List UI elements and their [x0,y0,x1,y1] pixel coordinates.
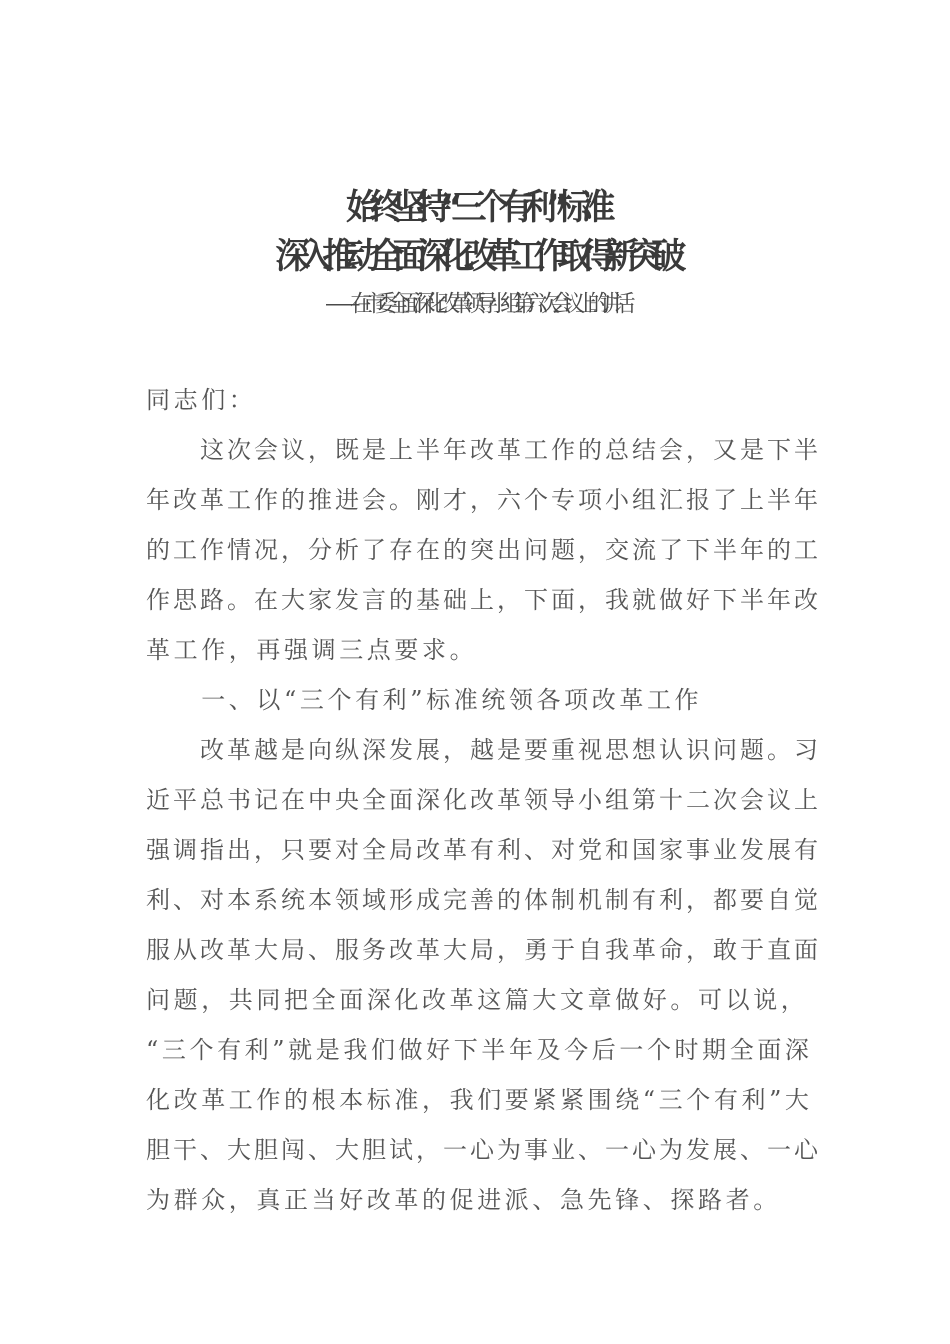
paragraph-line: 近平总书记在中央全面深化改革领导小组第十二次会议上 [146,786,821,814]
paragraph-line: 服从改革大局、服务改革大局，勇于自我革命，敢于直面 [146,936,821,964]
paragraph-line: 的工作情况，分析了存在的突出问题，交流了下半年的工 [146,536,821,564]
paragraph-line: 革工作，再强调三点要求。 [146,636,478,664]
paragraph-line: 问题，共同把全面深化改革这篇大文章做好。可以说， [146,986,809,1014]
paragraph-line: 为群众，真正当好改革的促进派、急先锋、探路者。 [146,1186,781,1214]
paragraph-line: 作思路。在大家发言的基础上，下面，我就做好下半年改 [146,586,821,614]
paragraph-line: 年改革工作的推进会。刚才，六个专项小组汇报了上半年 [146,486,821,514]
paragraph-line: 强调指出，只要对全局改革有利、对党和国家事业发展有 [146,836,821,864]
paragraph-line: “三个有利”就是我们做好下半年及今后一个时期全面深 [146,1036,813,1064]
salutation: 同志们： [146,386,257,414]
paragraph-line: 利、对本系统本领域形成完善的体制机制有利，都要自觉 [146,886,821,914]
document-title-line-1: 始终坚持“三个有利”标准 [345,188,604,228]
paragraph-line: 这次会议，既是上半年改革工作的总结会，又是下半 [146,436,821,464]
paragraph-line: 改革越是向纵深发展，越是要重视思想认识问题。习 [146,736,821,764]
document-title-line-2: 深入推动全面深化改革工作取得新突破 [275,237,675,277]
paragraph-line: 胆干、大胆闯、大胆试，一心为事业、一心为发展、一心 [146,1136,821,1164]
document-subtitle: ——在市委全面深化改革领导小组第六次会议上的讲话 [325,291,625,317]
section-heading: 一、以“三个有利”标准统领各项改革工作 [146,686,703,714]
paragraph-line: 化改革工作的根本标准，我们要紧紧围绕“三个有利”大 [146,1086,813,1114]
